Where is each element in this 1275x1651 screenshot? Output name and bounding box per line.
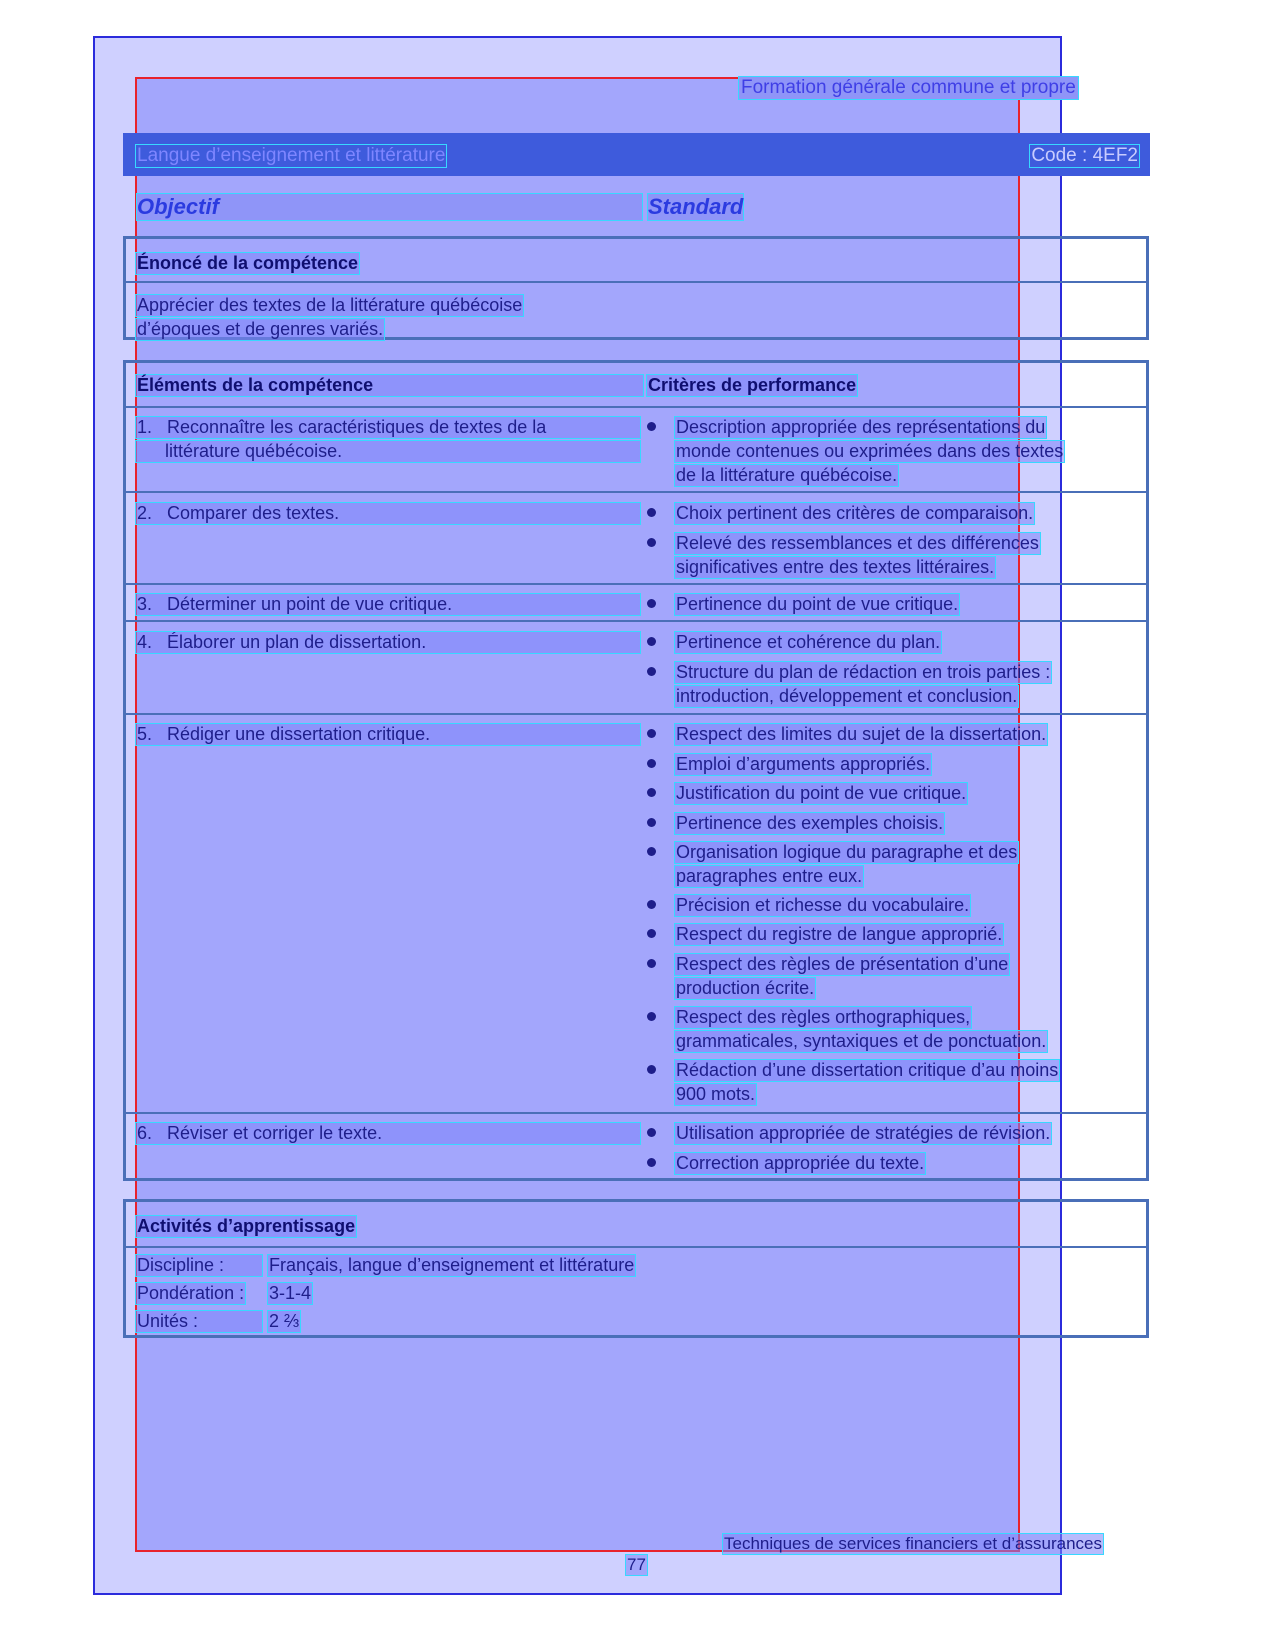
bullet-icon	[647, 788, 656, 797]
course-banner	[123, 133, 1150, 176]
element-text: Rédiger une dissertation critique.	[167, 724, 431, 744]
element-number: 2.	[137, 503, 153, 523]
bullet-icon	[647, 1128, 656, 1137]
bullet-icon	[647, 818, 656, 827]
criterion: Emploi d’arguments appropriés.	[676, 754, 931, 774]
bullet-icon	[647, 422, 656, 431]
element-1-line-2: littérature québécoise.	[135, 440, 641, 463]
bullet-icon	[647, 508, 656, 517]
bullet-icon	[647, 929, 656, 938]
divider	[126, 713, 1146, 715]
course-code: Code : 4EF2	[1031, 145, 1138, 166]
criterion: grammaticales, syntaxiques et de ponctuation.	[676, 1031, 1047, 1051]
divider	[126, 281, 1146, 283]
criterion: Pertinence du point de vue critique.	[676, 594, 959, 614]
units-label: Unités :	[135, 1310, 263, 1333]
bullet-icon	[647, 1012, 656, 1021]
bullet-icon	[647, 900, 656, 909]
course-title: Langue d’enseignement et littérature	[137, 145, 446, 166]
criterion: monde contenues ou exprimées dans des textes	[676, 441, 1064, 461]
discipline-value: Français, langue d’enseignement et littérature	[269, 1255, 635, 1275]
ponderation-value: 3-1-4	[269, 1283, 312, 1303]
criterion: Respect des règles de présentation d’une	[676, 954, 1009, 974]
element-number: 3.	[137, 594, 153, 614]
bullet-icon	[647, 847, 656, 856]
divider	[126, 1246, 1146, 1248]
criterion: paragraphes entre eux.	[676, 866, 863, 886]
criterion: Respect des limites du sujet de la dissertation.	[676, 724, 1047, 744]
learning-activities-box	[123, 1199, 1149, 1338]
header-title: Formation générale commune et propre	[738, 76, 1079, 100]
activities-heading: Activités d’apprentissage	[137, 1216, 356, 1236]
criterion: de la littérature québécoise.	[676, 465, 898, 485]
standard-label: Standard	[648, 194, 744, 219]
bullet-icon	[647, 667, 656, 676]
bullet-icon	[647, 759, 656, 768]
element-number: 6.	[137, 1123, 153, 1143]
criterion: Pertinence des exemples choisis.	[676, 813, 944, 833]
competence-statement-box	[123, 236, 1149, 340]
competence-line-1: Apprécier des textes de la littérature québécoise	[137, 295, 523, 315]
discipline-label: Discipline :	[135, 1254, 263, 1277]
page-number: 77	[627, 1555, 646, 1574]
criterion: Choix pertinent des critères de comparaison.	[676, 503, 1034, 523]
competence-heading: Énoncé de la compétence	[137, 253, 359, 273]
elements-heading: Éléments de la compétence	[135, 374, 644, 397]
ponderation-label: Pondération :	[137, 1283, 245, 1303]
criterion: Précision et richesse du vocabulaire.	[676, 895, 970, 915]
element-number: 5.	[137, 724, 153, 744]
objective-label: Objectif	[136, 193, 643, 221]
criterion: Organisation logique du paragraphe et des	[676, 842, 1018, 862]
element-text: Déterminer un point de vue critique.	[167, 594, 453, 614]
element-3	[135, 593, 641, 616]
divider	[126, 491, 1146, 493]
bullet-icon	[647, 729, 656, 738]
divider	[126, 583, 1146, 585]
criterion: Rédaction d’une dissertation critique d’au moins	[676, 1060, 1059, 1080]
elements-criteria-box	[123, 360, 1149, 1181]
divider	[126, 1112, 1146, 1114]
element-6	[135, 1122, 641, 1145]
element-5	[135, 723, 641, 746]
bullet-icon	[647, 637, 656, 646]
divider	[126, 620, 1146, 622]
competence-line-2: d’époques et de genres variés.	[137, 319, 384, 339]
element-text: Réviser et corriger le texte.	[167, 1123, 383, 1143]
criterion: Respect du registre de langue approprié.	[676, 924, 1003, 944]
criterion: Respect des règles orthographiques,	[676, 1007, 971, 1027]
units-value: 2 ⅔	[269, 1311, 300, 1331]
element-4	[135, 631, 641, 654]
bullet-icon	[647, 599, 656, 608]
criterion: Pertinence et cohérence du plan.	[676, 632, 941, 652]
element-1	[135, 416, 641, 439]
element-text: Élaborer un plan de dissertation.	[167, 632, 427, 652]
bullet-icon	[647, 538, 656, 547]
criterion: Description appropriée des représentations du	[676, 417, 1046, 437]
bullet-icon	[647, 1158, 656, 1167]
divider	[126, 406, 1146, 408]
criterion: 900 mots.	[676, 1084, 756, 1104]
criterion: introduction, développement et conclusion.	[676, 686, 1018, 706]
element-text: Reconnaître les caractéristiques de textes de la	[167, 417, 547, 437]
criterion: Justification du point de vue critique.	[676, 783, 967, 803]
criterion: Structure du plan de rédaction en trois parties :	[676, 662, 1051, 682]
criterion: Relevé des ressemblances et des différences	[676, 533, 1039, 553]
criterion: Correction appropriée du texte.	[676, 1153, 925, 1173]
element-2	[135, 502, 641, 525]
criterion: Utilisation appropriée de stratégies de révision.	[676, 1123, 1051, 1143]
footer-program: Techniques de services financiers et d’assurances	[724, 1534, 1102, 1553]
criterion: production écrite.	[676, 978, 815, 998]
bullet-icon	[647, 1065, 656, 1074]
element-text: Comparer des textes.	[167, 503, 340, 523]
bullet-icon	[647, 959, 656, 968]
criteria-heading: Critères de performance	[648, 375, 857, 395]
element-number: 4.	[137, 632, 153, 652]
element-number: 1.	[137, 417, 153, 437]
criterion: significatives entre des textes littéraires.	[676, 557, 995, 577]
